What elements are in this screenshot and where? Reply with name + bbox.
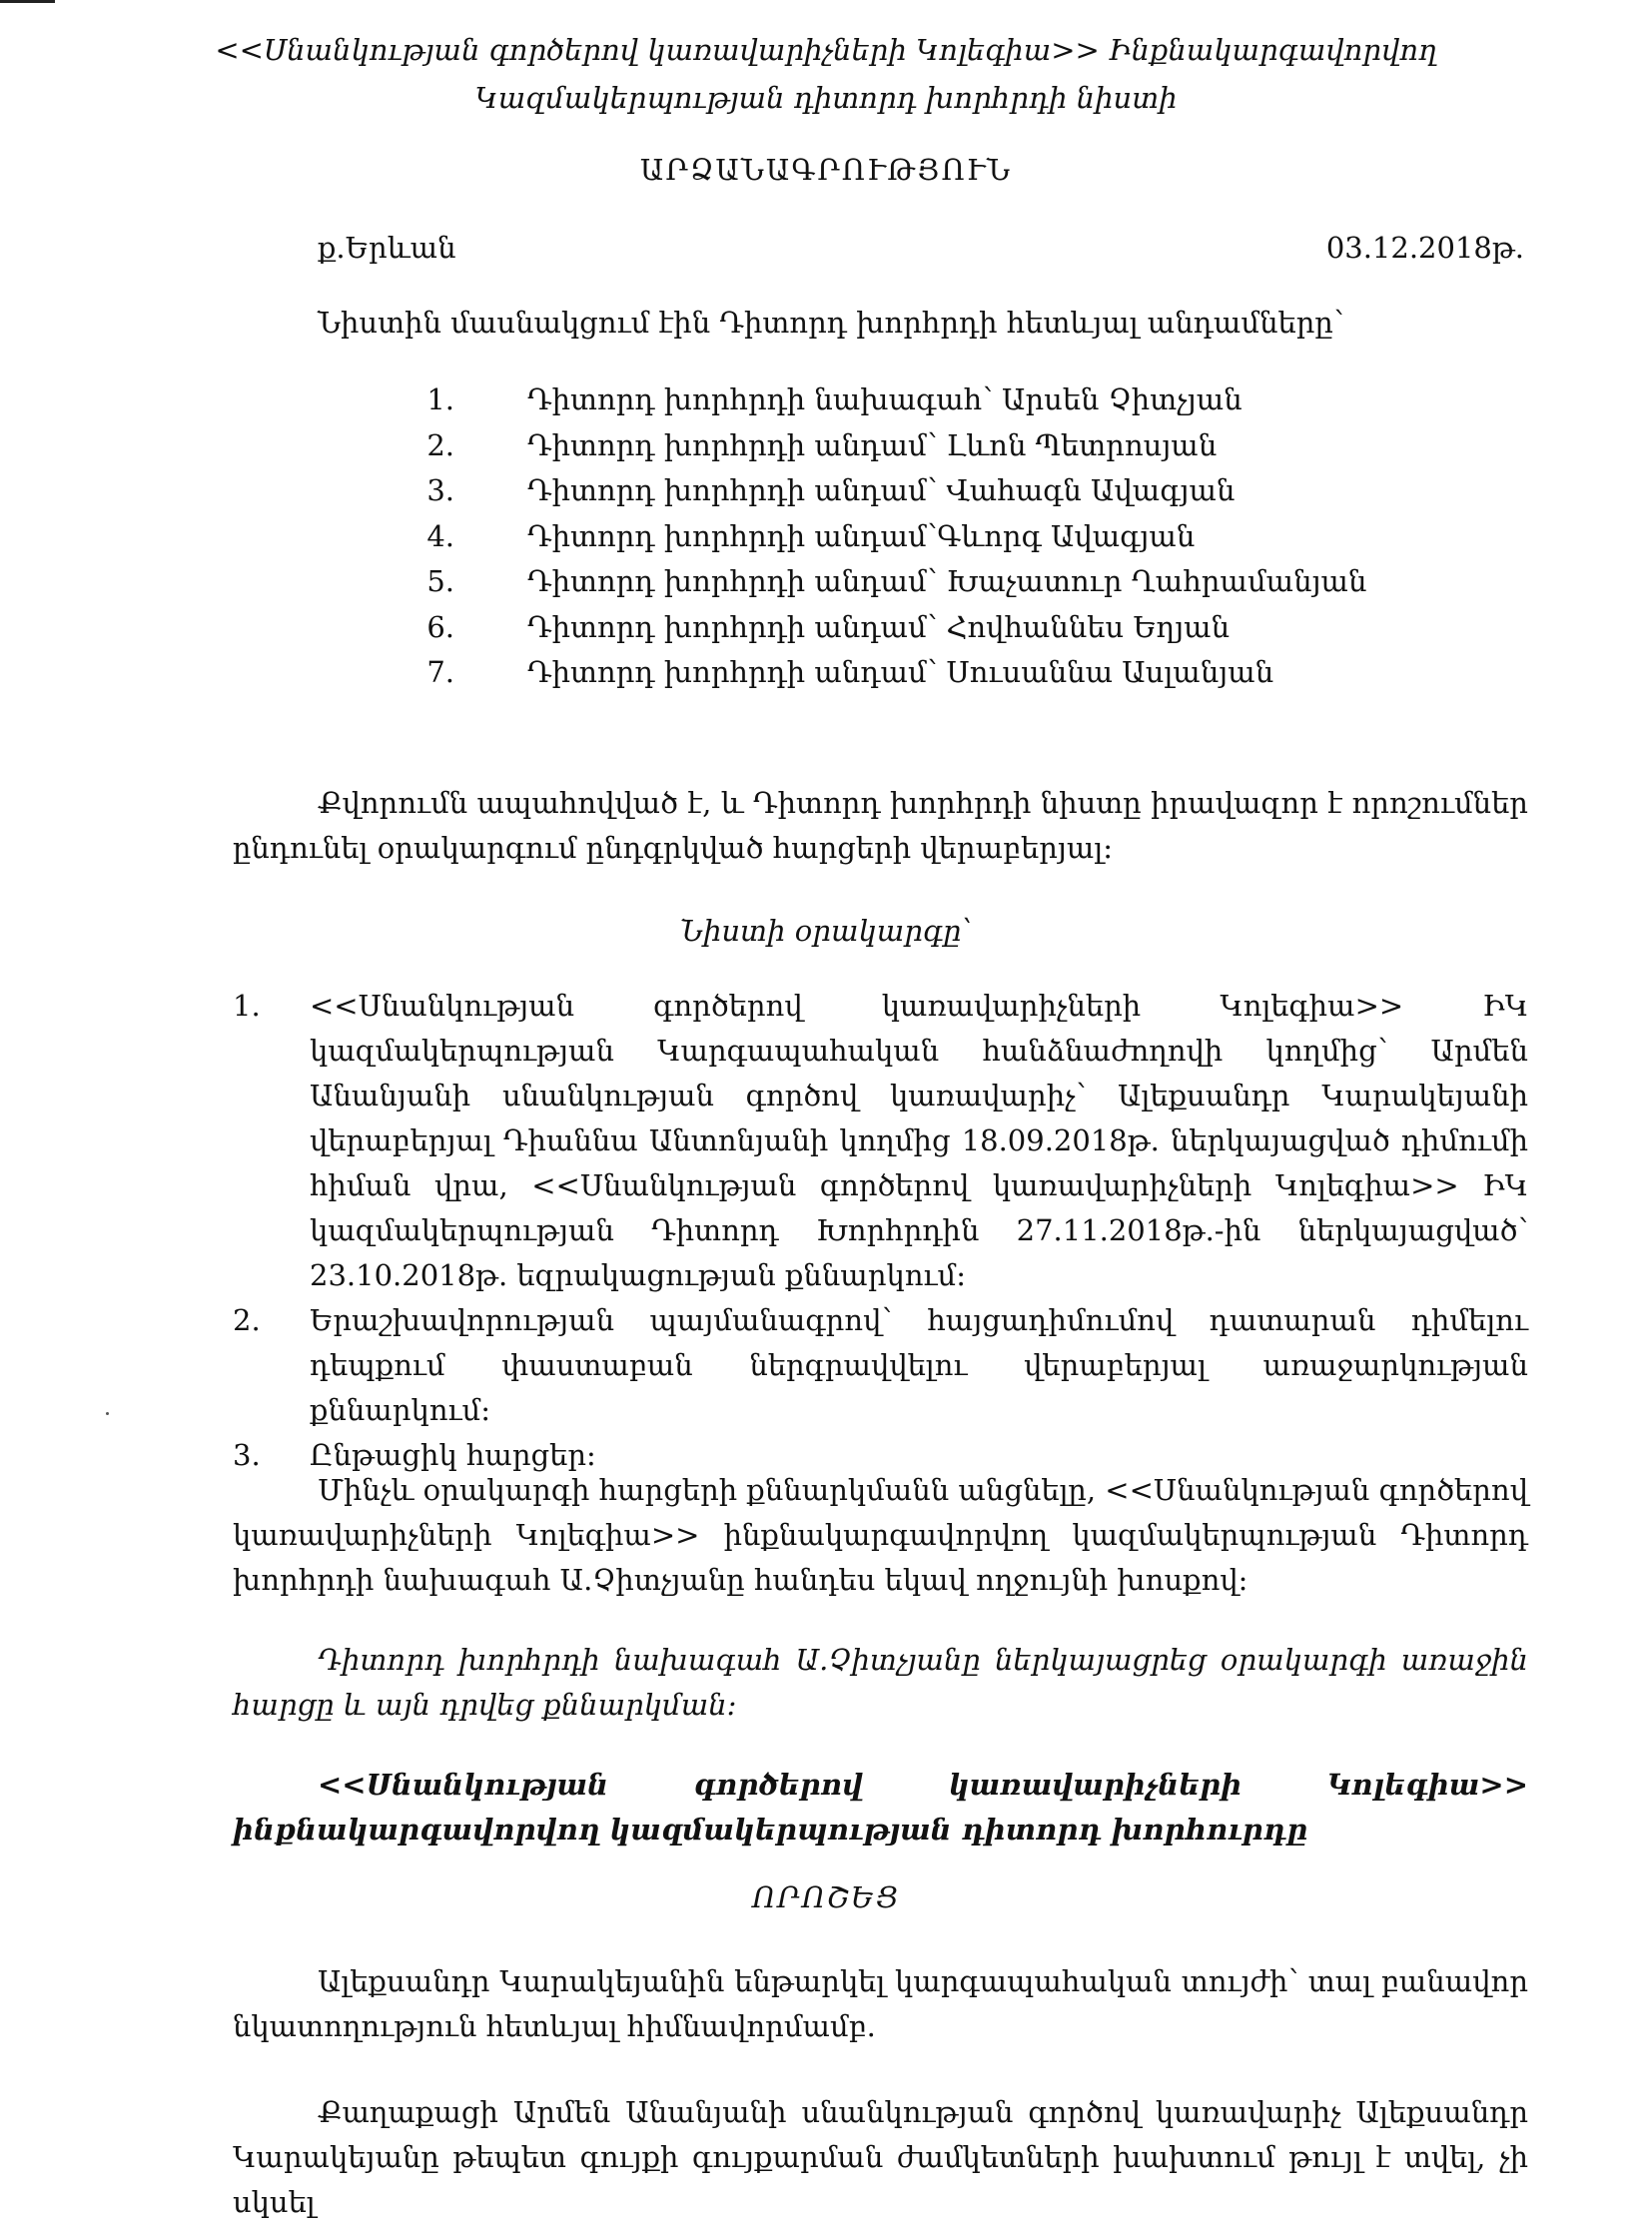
attendees-intro: Նիստին մասնակցում էին Դիտորդ խորհրդի հետևյալ անդամները՝ bbox=[318, 306, 1344, 340]
document-city: ք.Երևան bbox=[318, 231, 456, 265]
agenda-item: 2. Երաշխավորության պայմանագրով՝ հայցադիմումով դատարան դիմելու դեպքում փաստաբան ներգրավվելու վերաբերյալ առաջարկության քննարկում: bbox=[233, 1303, 1528, 1427]
agenda-title: Նիստի օրակարգը՝ bbox=[679, 914, 973, 948]
list-item: 6. Դիտորդ խորհրդի անդամ՝ Հովհաննես Եղյան bbox=[426, 609, 1231, 644]
list-item: 2. Դիտորդ խորհրդի անդամ՝ Լևոն Պետրոսյան bbox=[426, 427, 1218, 462]
decision-title: ՈՐՈՇԵՑ bbox=[752, 1880, 900, 1914]
header-subtitle: Կազմակերպության դիտորդ խորհրդի նիստի bbox=[474, 81, 1178, 115]
agenda-item: 3. Ընթացիկ հարցեր: bbox=[233, 1438, 596, 1472]
agenda-item: 1. <<Սնանկության գործերով կառավարիչների Կոլեգիա>> ԻԿ կազմակերպության Կարգապահական հանձնաժողովի կողմից՝ Արմեն Անանյանի սնանկության գործով կառավարիչ՝ Ալեքսանդր Կարակեյանի վերաբերյալ Դիաննա Անտոնյանի կողմից 18.09.2018թ. ներկայացված դիմումի հիման վրա, <<Սնանկության գործերով կառավարիչների Կոլեգիա>> ԻԿ կազմակերպության Դիտորդ Խորհրդին 27.11.2018թ.-ին ներկայացված՝ 23.10.2018թ. եզրակացության քննարկում: bbox=[233, 989, 1528, 1292]
document-title: ԱՐՁԱՆԱԳՐՈՒԹՅՈՒՆ bbox=[639, 153, 1013, 187]
agenda-list bbox=[233, 984, 1528, 1478]
list-item: 7. Դիտորդ խորհրդի անդամ՝ Սուսաննա Ասլանյան bbox=[426, 655, 1274, 689]
presented-paragraph: Դիտորդ խորհրդի նախագահ Ա.Չիտչյանը ներկայացրեց օրակարգի առաջին հարցը և այն դրվեց քննարկման: bbox=[233, 1643, 1528, 1722]
reason-paragraph: Քաղաքացի Արմեն Անանյանի սնանկության գործով կառավարիչ Ալեքսանդր Կարակեյանը թեպետ գույքի գույքարման ժամկետների խախտում թույլ է տվել, չի սկսել bbox=[233, 2095, 1528, 2219]
header-organization: <<Սնանկության գործերով կառավարիչների Կոլեգիա>> Ինքնակարգավորվող bbox=[215, 33, 1437, 67]
scan-speck bbox=[106, 1412, 109, 1415]
decision-paragraph: Ալեքսանդր Կարակեյանին ենթարկել կարգապահական տույժի՝ տալ բանավոր նկատողություն հետևյալ հիմնավորմամբ. bbox=[233, 1964, 1528, 2043]
list-item: 3. Դիտորդ խորհրդի անդամ՝ Վահագն Ավագյան bbox=[426, 473, 1236, 507]
opening-paragraph: Մինչև օրակարգի հարցերի քննարկմանն անցնելը, <<Սնանկության գործերով կառավարիչների Կոլեգիա>> ինքնակարգավորվող կազմակերպության Դիտորդ խորհրդի նախագահ Ա.Չիտչյանը հանդես եկավ ողջույնի խոսքով: bbox=[233, 1473, 1529, 1597]
list-item: 5. Դիտորդ խորհրդի անդամ՝ Խաչատուր Ղահրամանյան bbox=[426, 564, 1367, 598]
board-paragraph: <<Սնանկության գործերով կառավարիչների Կոլեգիա>> ինքնակարգավորվող կազմակերպության դիտորդ խորհուրդը bbox=[233, 1768, 1528, 1847]
list-item: 4. Դիտորդ խորհրդի անդամ՝Գևորգ Ավագյան bbox=[426, 518, 1196, 553]
list-item: 1. Դիտորդ խորհրդի նախագահ՝ Արսեն Չիտչյան bbox=[426, 382, 1242, 416]
document-date: 03.12.2018թ. bbox=[1325, 231, 1524, 265]
quorum-paragraph: Քվորումն ապահովված է, և Դիտորդ խորհրդի նիստը իրավազոր է որոշումներ ընդունել օրակարգում ընդգրկված հարցերի վերաբերյալ: bbox=[233, 786, 1528, 865]
scan-edge-mark bbox=[0, 0, 55, 3]
attendees-list bbox=[426, 377, 1367, 696]
